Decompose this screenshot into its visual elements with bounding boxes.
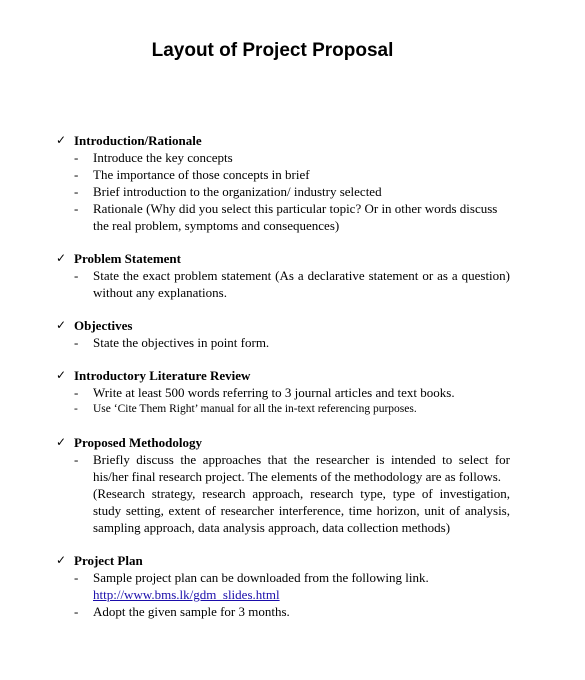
- dash-icon: -: [74, 570, 79, 585]
- bullet-list: [56, 267, 510, 301]
- checkmark-icon: ✓: [56, 553, 67, 567]
- bullet-list: [56, 569, 510, 620]
- dash-icon: -: [74, 167, 79, 182]
- bullet-text: The importance of those concepts in brief: [93, 167, 310, 182]
- section-project-plan: [56, 552, 510, 620]
- checkmark-icon: ✓: [56, 368, 67, 382]
- bullet-item: [56, 200, 510, 234]
- checkmark-icon: ✓: [56, 435, 67, 449]
- dash-icon: -: [74, 150, 79, 165]
- methodology-elements-text: (Research strategy, research approach, research type, type of investigation, study setting, extent of researcher interference, time horizon, unit of analysis, sampling approach, data analysis approach, data collection methods): [93, 486, 510, 535]
- section-heading-text: Problem Statement: [74, 251, 181, 266]
- section-problem-statement: [56, 250, 510, 301]
- bullet-item: [56, 451, 510, 536]
- bullet-list: [56, 384, 510, 418]
- section-heading-text: Proposed Methodology: [74, 435, 202, 450]
- bullet-text: Sample project plan can be downloaded from the following link.: [93, 570, 429, 585]
- bullet-item: [56, 401, 510, 418]
- bullet-item: [56, 334, 510, 351]
- dash-icon: -: [74, 184, 79, 199]
- dash-icon: -: [74, 335, 79, 350]
- bullet-text: Write at least 500 words referring to 3 journal articles and text books.: [93, 385, 455, 400]
- bullet-item: [56, 569, 510, 603]
- project-plan-link[interactable]: http://www.bms.lk/gdm_slides.html: [93, 587, 280, 602]
- dash-icon: -: [74, 403, 78, 415]
- section-heading-text: Introductory Literature Review: [74, 368, 251, 383]
- bullet-list: [56, 334, 510, 351]
- section-objectives: [56, 317, 510, 351]
- bullet-list: [56, 451, 510, 536]
- bullet-text: Briefly discuss the approaches that the researcher is intended to select for his/her final research project. The elements of the methodology are as follows.: [93, 452, 510, 484]
- bullet-text: Adopt the given sample for 3 months.: [93, 604, 290, 619]
- bullet-text: State the objectives in point form.: [93, 335, 270, 350]
- bullet-item: [56, 603, 510, 620]
- bullet-text: State the exact problem statement (As a declarative statement or as a question) without any explanations.: [93, 268, 510, 300]
- section-heading: [56, 552, 510, 569]
- section-heading-text: Project Plan: [74, 553, 143, 568]
- dash-icon: -: [74, 268, 79, 283]
- bullet-text: Rationale (Why did you select this particular topic? Or in other words discuss the real problem, symptoms and consequences): [93, 201, 498, 233]
- section-heading: [56, 132, 510, 149]
- section-heading: [56, 250, 510, 267]
- checkmark-icon: ✓: [56, 318, 67, 332]
- section-literature-review: [56, 367, 510, 418]
- bullet-item: [56, 166, 510, 183]
- bullet-list: [56, 149, 510, 234]
- section-heading: [56, 317, 510, 334]
- bullet-text: Use ‘Cite Them Right’ manual for all the in-text referencing purposes.: [93, 403, 417, 415]
- dash-icon: -: [74, 385, 79, 400]
- section-heading: [56, 434, 510, 451]
- bullet-item: [56, 183, 510, 200]
- dash-icon: -: [74, 452, 79, 467]
- document-title: Layout of Project Proposal: [151, 40, 394, 61]
- checkmark-icon: ✓: [56, 251, 67, 265]
- sections-list: [56, 132, 510, 636]
- section-introduction: [56, 132, 510, 234]
- bullet-text: Introduce the key concepts: [93, 150, 233, 165]
- section-heading-text: Objectives: [74, 318, 133, 333]
- dash-icon: -: [74, 201, 79, 216]
- section-heading-text: Introduction/Rationale: [74, 133, 202, 148]
- bullet-text: Brief introduction to the organization/ industry selected: [93, 184, 382, 199]
- section-methodology: [56, 434, 510, 536]
- checkmark-icon: ✓: [56, 133, 67, 147]
- dash-icon: -: [74, 604, 79, 619]
- bullet-item: [56, 267, 510, 301]
- bullet-item: [56, 149, 510, 166]
- section-heading: [56, 367, 510, 384]
- bullet-item: [56, 384, 510, 401]
